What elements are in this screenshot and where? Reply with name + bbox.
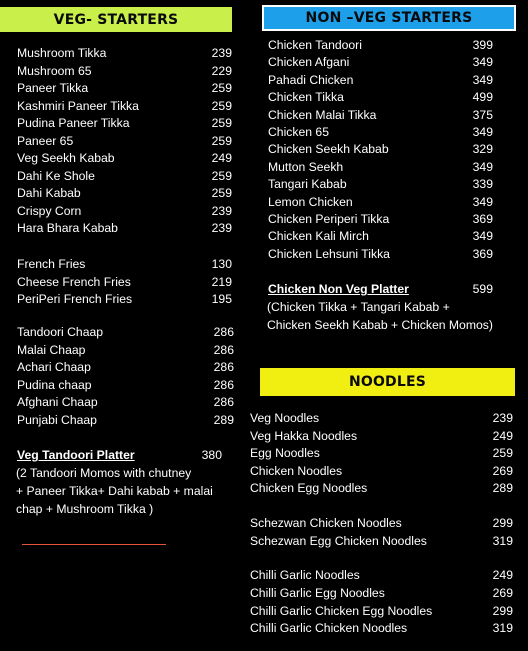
non-veg-platter-desc-line: Chicken Seekh Kabab + Chicken Momos) (267, 318, 493, 332)
menu-item-price: 286 (213, 325, 234, 339)
menu-item-name: Chilli Garlic Chicken Egg Noodles (250, 603, 433, 618)
menu-item-name: Chicken Malai Tikka (268, 107, 377, 122)
menu-item-price: 249 (492, 568, 513, 582)
menu-item-price: 289 (213, 412, 234, 427)
menu-item-price: 269 (492, 585, 513, 600)
menu-item-name: Malai Chaap (17, 342, 86, 357)
non-veg-platter-price: 599 (472, 282, 493, 296)
menu-item-name: Mushroom Tikka (17, 46, 107, 60)
menu-item-price: 349 (472, 159, 493, 174)
menu-item-name: Dahi Kabab (17, 186, 81, 200)
menu-item-price: 249 (211, 151, 232, 165)
menu-item-name: Chilli Garlic Chicken Noodles (250, 621, 408, 636)
non-veg-starters-header (262, 5, 516, 31)
menu-item-price: 349 (472, 194, 493, 209)
menu-item-name: Afghani Chaap (17, 395, 98, 409)
menu-item-name: Chilli Garlic Egg Noodles (250, 585, 385, 600)
veg-platter-desc-line: + Paneer Tikka+ Dahi kabab + malai (16, 484, 213, 498)
menu-item-name: Pudina chaap (17, 377, 92, 392)
menu-item-name: Chicken Kali Mirch (268, 229, 369, 244)
non-veg-platter-description (267, 298, 522, 334)
menu-item-price: 286 (213, 395, 234, 409)
menu-item-price: 259 (211, 186, 232, 200)
menu-item-price: 130 (211, 257, 232, 271)
menu-item-name: Lemon Chicken (268, 194, 353, 209)
menu-item-name: Chicken 65 (268, 125, 329, 139)
veg-starters-title: VEG- STARTERS (53, 11, 179, 28)
menu-item-price: 349 (472, 229, 493, 244)
menu-item-name: Schezwan Egg Chicken Noodles (250, 533, 427, 548)
menu-item-name: Tandoori Chaap (17, 325, 104, 339)
menu-item-price: 229 (211, 63, 232, 78)
menu-item-price: 349 (472, 72, 493, 87)
menu-item-name: Chicken Periperi Tikka (268, 212, 390, 226)
menu-item-name: Dahi Ke Shole (17, 168, 95, 183)
menu-item-price: 286 (213, 377, 234, 392)
menu-item-name: Veg Noodles (250, 411, 320, 425)
menu-item-name: Punjabi Chaap (17, 412, 97, 427)
menu-item-price: 239 (492, 411, 513, 425)
menu-item-name: Chicken Seekh Kabab (268, 142, 389, 157)
noodles-title: NOODLES (348, 374, 427, 390)
menu-item-price: 339 (472, 177, 493, 192)
menu-item-price: 299 (492, 603, 513, 618)
menu-item-name: Kashmiri Paneer Tikka (17, 98, 139, 113)
menu-item-price: 239 (211, 221, 232, 235)
noodles-header (260, 368, 515, 396)
menu-item-name: Paneer Tikka (17, 81, 89, 95)
veg-starters-header (0, 7, 232, 32)
menu-item-price: 239 (211, 203, 232, 218)
menu-item-price: 329 (472, 142, 493, 157)
menu-item-name: Chicken Egg Noodles (250, 481, 368, 495)
menu-item-price: 269 (492, 463, 513, 478)
menu-item-price: 259 (211, 168, 232, 183)
divider-line (22, 544, 166, 545)
menu-item-name: Mutton Seekh (268, 159, 344, 174)
menu-item-price: 259 (211, 98, 232, 113)
menu-item-price: 219 (211, 274, 232, 289)
non-veg-platter-title: Chicken Non Veg Platter (268, 282, 409, 296)
menu-item-name: Tangari Kabab (268, 177, 347, 192)
non-veg-platter-desc-line: (Chicken Tikka + Tangari Kabab + (267, 300, 450, 314)
menu-item-name: Pahadi Chicken (268, 72, 354, 87)
menu-item-name: Chicken Tikka (268, 90, 344, 105)
menu-item-name: Schezwan Chicken Noodles (250, 516, 402, 530)
menu-item-name: Cheese French Fries (17, 274, 131, 289)
menu-item-price: 319 (492, 533, 513, 548)
menu-item-name: Achari Chaap (17, 360, 91, 374)
menu-item-price: 289 (492, 481, 513, 495)
menu-item-price: 369 (472, 212, 493, 226)
menu-item-name: Veg Hakka Noodles (250, 428, 358, 443)
menu-item-price: 239 (211, 46, 232, 60)
menu-item-price: 299 (492, 516, 513, 530)
menu-item-name: Chicken Tandoori (268, 38, 362, 52)
menu-item-name: Hara Bhara Kabab (17, 221, 118, 235)
menu-item-price: 195 (211, 292, 232, 306)
veg-platter-title: Veg Tandoori Platter (17, 448, 135, 462)
veg-platter-desc-line: (2 Tandoori Momos with chutney (16, 466, 192, 480)
menu-item-name: Crispy Corn (17, 203, 82, 218)
menu-item-name: Chicken Noodles (250, 463, 343, 478)
veg-platter-desc-line: chap + Mushroom Tikka ) (16, 502, 154, 516)
menu-item-price: 286 (213, 360, 234, 374)
menu-item-price: 349 (472, 125, 493, 139)
menu-item-price: 499 (472, 90, 493, 105)
menu-item-name: Chilli Garlic Noodles (250, 568, 360, 582)
menu-item-name: French Fries (17, 257, 86, 271)
menu-item-name: Egg Noodles (250, 446, 320, 460)
menu-item-name: Veg Seekh Kabab (17, 151, 115, 165)
menu-item-name: Mushroom 65 (17, 63, 92, 78)
menu-item-name: Chicken Afgani (268, 55, 350, 70)
menu-item-price: 259 (211, 133, 232, 148)
menu-item-price: 249 (492, 428, 513, 443)
menu-item-name: Chicken Lehsuni Tikka (268, 246, 390, 261)
veg-platter-description (16, 464, 256, 518)
menu-item-price: 259 (211, 81, 232, 95)
menu-item-price: 286 (213, 342, 234, 357)
menu-item-price: 375 (472, 107, 493, 122)
menu-item-price: 259 (492, 446, 513, 460)
menu-item-price: 369 (472, 246, 493, 261)
menu-item-name: Pudina Paneer Tikka (17, 116, 130, 130)
menu-item-price: 349 (472, 55, 493, 70)
menu-item-name: PeriPeri French Fries (17, 292, 133, 306)
non-veg-starters-title: NON –VEG STARTERS (305, 10, 473, 26)
menu-item-price: 319 (492, 621, 513, 636)
menu-item-name: Paneer 65 (17, 133, 74, 148)
menu-item-price: 399 (472, 38, 493, 52)
menu-item-price: 259 (211, 116, 232, 130)
veg-platter-price: 380 (201, 448, 222, 462)
